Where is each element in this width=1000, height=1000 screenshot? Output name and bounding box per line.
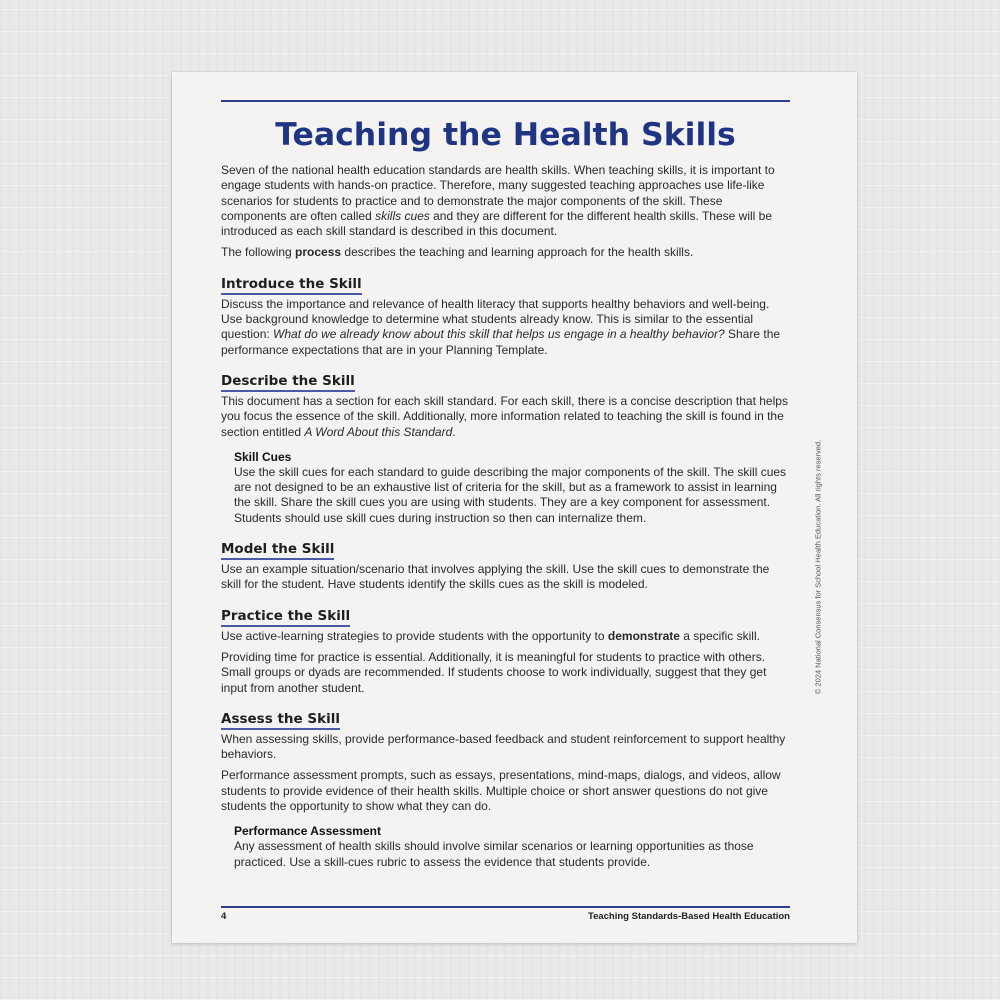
footer-book-title: Teaching Standards-Based Health Education: [587, 910, 790, 922]
heading-assess-skill: Assess the Skill: [221, 711, 340, 730]
assess-paragraph-1: When assessing skills, provide performance-based feedback and student reinforcement to support healthy behaviors.: [221, 731, 786, 762]
heading-model-skill: Model the Skill: [221, 541, 334, 560]
copyright-text: © 2024 National Consensus for School Health Education. All rights reserved.: [813, 439, 823, 695]
assess-paragraph-2: Performance assessment prompts, such as essays, presentations, mind-maps, dialogs, and videos, allow students to provide evidence of their health skills. Multiple choice or short answer questions do not give students the opportunity to show what they can do.: [221, 768, 781, 814]
page-number: 4: [221, 910, 227, 922]
document-page: [172, 72, 857, 943]
page-content: [221, 100, 790, 870]
skills-cues-term: skills cues: [375, 208, 430, 223]
performance-assessment-paragraph: Any assessment of health skills should involve similar scenarios or learning opportunities as those practiced. Use a skill-cues rubric to assess the evidence that students provide.: [234, 839, 754, 869]
intro-paragraph-1: Seven of the national health education standards are health skills. When teaching skills, it is important to engage students with hands-on practice. Therefore, many suggested teaching approaches use life-like scenarios for students to practice and to demonstrate the major components of the skill. These components are often called skills cues and they are different for the different health skills. These will be introduced as each skill standard is described in this document.: [221, 163, 775, 239]
practice-paragraph-1: Use active-learning strategies to provide students with the opportunity to demonstrate a specific skill.: [221, 628, 760, 643]
skill-cues-paragraph: Use the skill cues for each standard to guide describing the major components of the skill. The skill cues are not designed to be an exhaustive list of criteria for the skill, but as a framework to assist in learning the skill. Share the skill cues you are using with students. They are a key component for assessment. Students should use skill cues during instruction so then can internalize them.: [234, 464, 787, 525]
introduce-paragraph: Discuss the importance and relevance of health literacy that supports healthy behaviors and well-being. Use background knowledge to determine what students already know. This is similar to the essential question: What do we already know about this skill that helps us engage in a healthy behavior? Share the performance expectations that are in your Planning Template.: [221, 296, 781, 357]
heading-introduce-skill: Introduce the Skill: [221, 276, 362, 295]
practice-paragraph-2: Providing time for practice is essential. Additionally, it is meaningful for students to practice with others. Small groups or dyads are recommended. If students choose to work individually, suggest that they get input from another student.: [221, 649, 767, 695]
top-rule: [221, 100, 790, 102]
intro-paragraph-2: The following process describes the teaching and learning approach for the health skills.: [221, 245, 694, 260]
page-title: Teaching the Health Skills: [275, 117, 736, 153]
heading-describe-skill: Describe the Skill: [221, 373, 355, 392]
page-footer: [221, 906, 790, 922]
process-term: process: [295, 245, 342, 260]
footer-rule: [221, 906, 790, 908]
skill-cues-heading: Skill Cues: [234, 449, 292, 464]
performance-assessment-block: [234, 824, 790, 870]
heading-practice-skill: Practice the Skill: [221, 608, 350, 627]
skill-cues-block: [234, 450, 790, 526]
model-paragraph: Use an example situation/scenario that involves applying the skill. Use the skill cues to demonstrate the skill for the student. Have students identify the skills cues as the skill is modeled.: [221, 562, 770, 592]
performance-assessment-heading: Performance Assessment: [234, 824, 381, 839]
describe-paragraph: This document has a section for each skill standard. For each skill, there is a concise description that helps you focus the essence of the skill. Additionally, more information related to teaching the skill is found in the section entitled A Word About this Standard.: [221, 393, 788, 439]
